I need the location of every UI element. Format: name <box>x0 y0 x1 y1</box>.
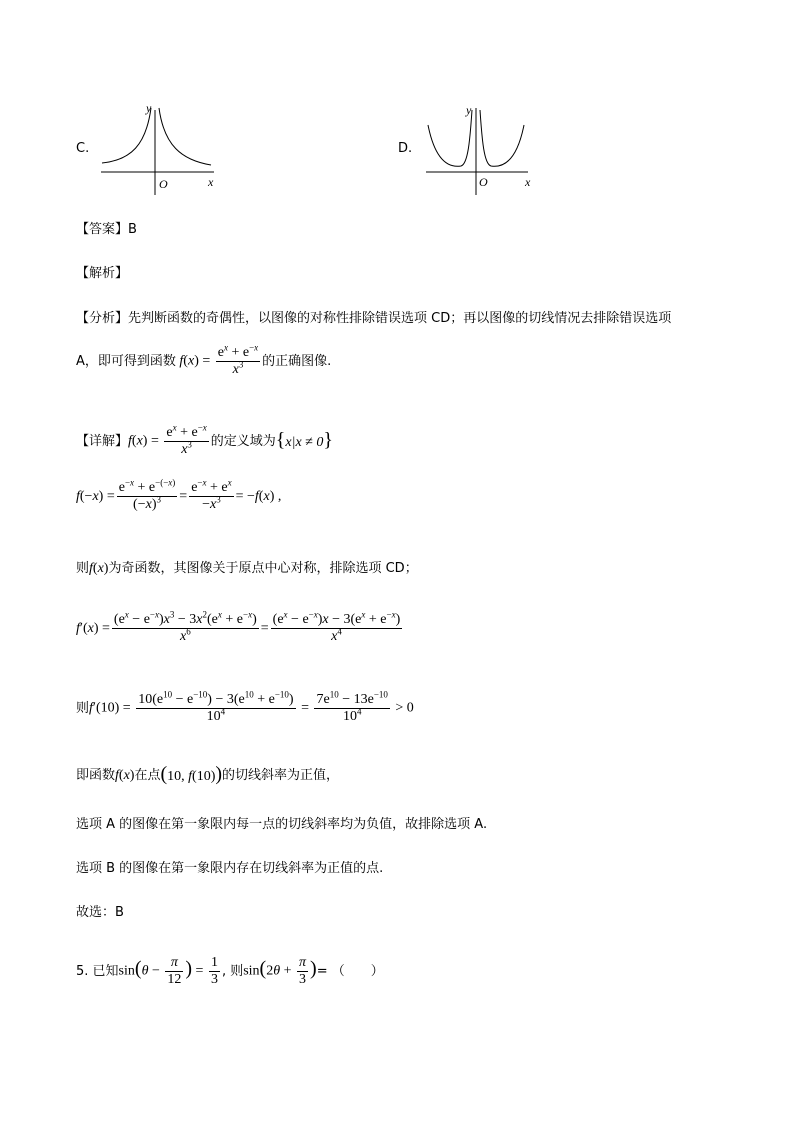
curve-right <box>480 110 524 166</box>
x-label: x <box>525 175 531 189</box>
tangent-suffix: 的切线斜率为正值， <box>222 767 340 783</box>
question-5 <box>76 955 384 988</box>
q5-end: = （ ） <box>316 963 384 979</box>
option-c-label: C. <box>76 141 90 156</box>
tangent-prefix: 即函数 <box>76 767 116 783</box>
derivative: f ′( x ) = $\frac{(e^x - e^{-x})x^3 - 3x^2(e^x + e^{-x})}{x^6}$ = $\frac{(e^x - e^{-x})x - 3(e^x + e^{-x})}{x^4}$ <box>76 609 401 644</box>
conclusion: 故选：B <box>76 905 124 920</box>
tangent-mid: 在点 <box>134 767 161 783</box>
q5-target: sin(2θ + $\frac{\pi}{3}$ ) <box>243 955 317 987</box>
odd-text: 为奇函数，其图像关于原点中心对称，排除选项 CD； <box>108 561 418 576</box>
detail-function: f(x) = $\frac{e^x + e^{-x}}{x^3}$ <box>128 422 207 457</box>
option-c <box>76 100 226 200</box>
tangent-fx: f(x) <box>115 767 135 783</box>
curve-left <box>102 108 151 163</box>
fenxi-line1 <box>76 310 671 328</box>
detail-domain-line <box>76 422 333 458</box>
odd-fx: f(x) <box>89 561 109 576</box>
detail-tag: 【详解】 <box>76 433 129 449</box>
answer-value: B <box>128 222 137 237</box>
deriv-prefix: 则 <box>76 700 90 716</box>
odd-prefix: 则 <box>76 561 90 576</box>
option-c-graph <box>96 100 226 200</box>
q5-number: 5. 已知 <box>76 963 119 979</box>
analysis-tag: 【解析】 <box>76 266 129 281</box>
fenxi-line2-prefix: A，即可得到函数 <box>76 353 176 369</box>
x-label: x <box>208 175 214 189</box>
fenxi-text: 先判断函数的奇偶性，以图像的对称性排除错误选项 CD；再以图像的切线情况去排除错误选项 <box>128 311 672 326</box>
answer-line <box>76 221 137 239</box>
derivative-at-10 <box>76 689 414 725</box>
odd-computation: f (− x ) = $\frac{e^{-x} + e^{-(-x)}}{(-x)^3}$ = $\frac{e^{-x} + e^x}{-x^3}$ = − f ( x ) , <box>76 477 282 512</box>
tangent-line <box>76 765 339 786</box>
q5-given: sin(θ − $\frac{\pi}{12}$ ) = $\frac{1}{3}$ <box>118 955 218 987</box>
option-a-line: 选项 A 的图像在第一象限内每一点的切线斜率均为负值，故排除选项 A. <box>76 817 488 832</box>
tangent-point: (10, f(10)) <box>160 763 223 785</box>
answer-tag: 【答案】 <box>76 222 129 237</box>
fenxi-line2 <box>76 342 332 378</box>
curve-right <box>159 108 211 165</box>
odd-line <box>76 560 418 578</box>
fenxi-tag: 【分析】 <box>76 311 129 326</box>
function-formula: f(x) = $\frac{e^x + e^{-x}}{x^3}$ <box>179 342 259 377</box>
option-d-graph <box>423 100 543 200</box>
y-label: y <box>466 103 472 117</box>
domain-set-content: x|x ≠ 0 <box>285 435 324 450</box>
domain-set: {x|x ≠ 0} <box>275 429 333 451</box>
option-d-label: D. <box>398 141 413 156</box>
option-d <box>398 100 548 200</box>
fenxi-line2-suffix: 的正确图像. <box>262 353 332 369</box>
origin-label: O <box>159 177 168 191</box>
y-label: y <box>146 101 152 115</box>
q5-mid: , 则 <box>221 963 244 979</box>
origin-label: O <box>479 175 488 189</box>
option-b-line: 选项 B 的图像在第一象限内存在切线斜率为正值的点. <box>76 861 384 876</box>
domain-text: 的定义域为 <box>210 433 276 449</box>
curve-left <box>428 110 472 166</box>
deriv-at-10-formula: f′(10) = $\frac{10(e^{10} - e^{-10}) - 3(e^{10} + e^{-10})}{10^4}$ = $\frac{7e^{10} - 13e^{-10}}{10^4}$ > 0 <box>89 689 414 724</box>
